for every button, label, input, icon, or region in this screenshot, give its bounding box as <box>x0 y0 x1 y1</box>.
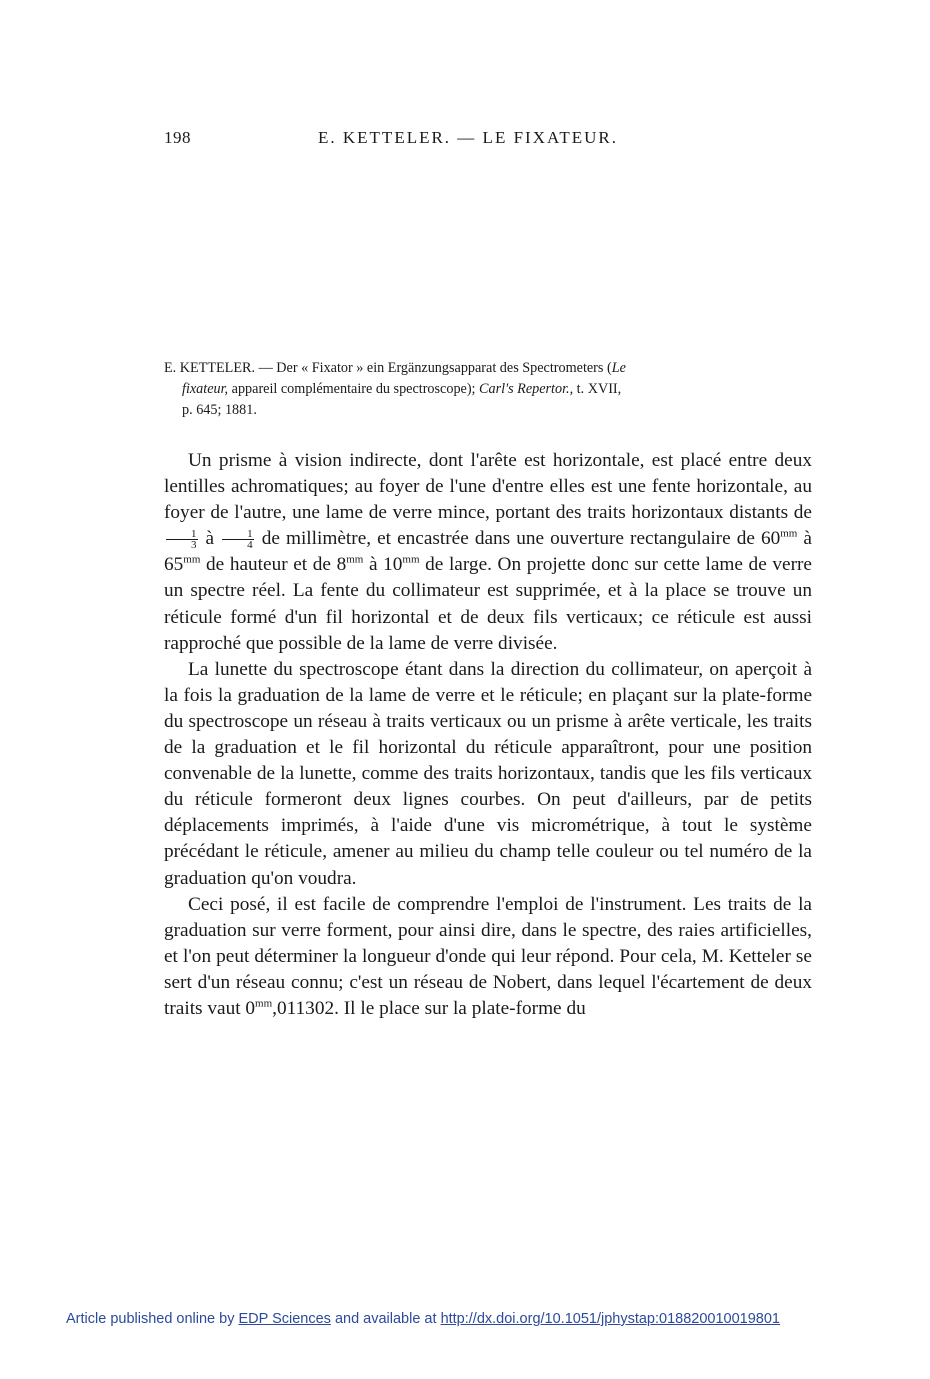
reference-text-2: appareil complémentaire du spectroscope); <box>228 381 480 397</box>
unit-superscript: mm <box>346 553 364 566</box>
article-body <box>164 448 812 1022</box>
reference-journal: Carl's Repertor., <box>479 381 574 397</box>
paragraph-1 <box>164 448 812 657</box>
unit-superscript: mm <box>402 553 420 566</box>
reference-text-1: Der « Fixator » ein Ergänzungsapparat des Spectrometers ( <box>276 360 612 376</box>
reference-dash: — <box>255 360 277 376</box>
doi-link[interactable]: http://dx.doi.org/10.1051/jphystap:018820010019801 <box>440 1311 780 1327</box>
reference-italic-le: Le <box>611 360 626 376</box>
footer-middle: and available at <box>330 1311 441 1327</box>
reference-author: E. KETTELER. <box>164 360 256 376</box>
running-title: E. KETTELER. — LE FIXATEUR. <box>318 128 618 147</box>
paragraph-1-text-d: à 65 <box>164 528 812 576</box>
paragraph-1-text-b: à <box>205 528 215 550</box>
paragraph-1-text-e: de hauteur et de 8 <box>206 554 347 576</box>
fraction-denominator: 3 <box>191 539 197 552</box>
unit-superscript: mm <box>255 997 273 1010</box>
publisher-link[interactable]: EDP Sciences <box>238 1311 331 1327</box>
paragraph-3-text-b: ,011302. Il le place sur la plate-forme du <box>272 997 586 1019</box>
fraction-denominator: 4 <box>247 539 253 552</box>
bibliographic-reference <box>164 358 812 421</box>
unit-superscript: mm <box>183 553 201 566</box>
paragraph-1-text-a: Un prisme à vision indirecte, dont l'arête est horizontale, est placé entre deux lentilles achromatiques; au foyer de l'une d'entre elles est une fente horizontale, au foyer de l'autre, une lame de verre mince, portant des traits horizontaux distants de <box>164 450 812 524</box>
page-header <box>164 128 812 154</box>
paragraph-3-text-a: Ceci posé, il est facile de comprendre l'emploi de l'instrument. Les traits de la graduation sur verre forment, pour ainsi dire, dans le spectre, des raies artificielles, et l'on peut déterminer la longueur d'onde qui leur répond. Pour cela, M. Ketteler se sert d'un réseau connu; c'est un réseau de Nobert, dans lequel l'écartement de deux traits vaut 0 <box>164 893 812 1019</box>
reference-line-3: p. 645; 1881. <box>182 402 257 418</box>
reference-text-3: t. XVII, <box>573 381 622 397</box>
paragraph-1-text-g: de large. On projette donc sur cette lame de verre un spectre réel. La fente du collimateur est supprimée, et à la place se trouve un réticule formé d'un fil horizontal et de deux fils verticaux; ce réticule est aussi rapproché que possible de la lame de verre divisée. <box>164 554 812 654</box>
unit-superscript: mm <box>780 527 798 540</box>
fraction-one-third <box>166 529 198 550</box>
paragraph-1-text-c: de millimètre, et encastrée dans une ouverture rectangulaire de 60 <box>261 528 781 550</box>
fraction-numerator: 1 <box>222 529 254 540</box>
paragraph-2: La lunette du spectroscope étant dans la direction du collimateur, on aperçoit à la fois la graduation de la lame de verre et le réticule; en plaçant sur la plate-forme du spectroscope un réseau à traits verticaux ou un prisme à arête verticale, les traits de la graduation et le fil horizontal du réticule apparaîtront, pour une position convenable de la lunette, comme des traits horizontaux, tandis que les fils verticaux du réticule formeront deux lignes courbes. On peut d'ailleurs, par de petits déplacements imprimés, à l'aide d'une vis micrométrique, à tout le système précédant le réticule, amener au milieu du champ telle couleur ou tel numéro de la graduation qu'on voudra. <box>164 658 812 889</box>
fraction-one-fourth <box>222 529 254 550</box>
footer-prefix: Article published online by <box>66 1311 239 1327</box>
paragraph-3 <box>164 892 812 1022</box>
reference-italic-fixateur: fixateur, <box>182 381 229 397</box>
page-number: 198 <box>164 128 191 147</box>
paragraph-1-text-f: à 10 <box>368 554 403 576</box>
publication-footer <box>66 1311 780 1327</box>
fraction-numerator: 1 <box>166 529 198 540</box>
reference-line-2 <box>164 379 812 400</box>
